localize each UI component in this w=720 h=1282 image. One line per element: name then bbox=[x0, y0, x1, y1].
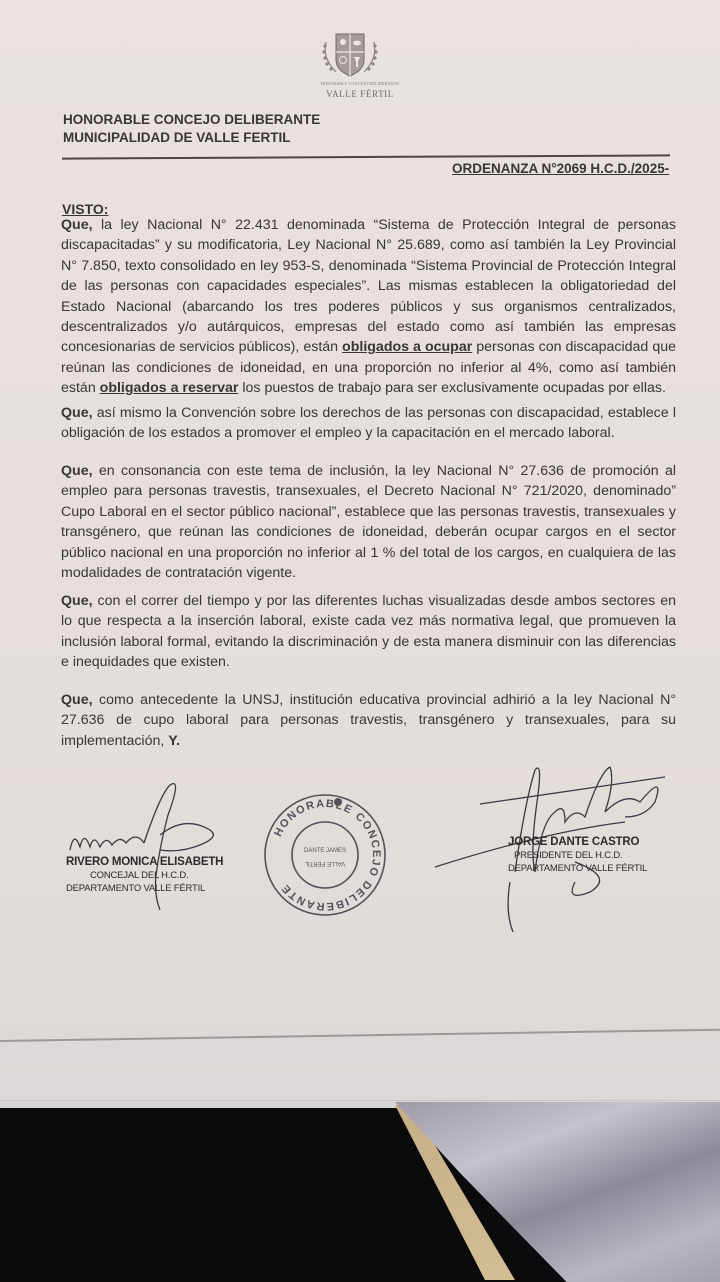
paragraph-2 bbox=[61, 403, 676, 444]
ordinance-number: ORDENANZA N°2069 H.C.D./2025- bbox=[452, 161, 670, 176]
paragraph-text: así mismo la Convención sobre los derechos de las personas con discapacidad, establece l obligación de los estados a promover el empleo y la capacitación en el mercado laboral. bbox=[61, 405, 676, 442]
seal-inner-line1: DANTE JAMES bbox=[303, 848, 347, 854]
seal-inner-line2: VALLE FERTIL bbox=[304, 860, 346, 866]
paragraph-text: con el correr del tiempo y por las diferentes luchas visualizadas desde ambos sectores en lo que respecta a la inserción laboral, existe cada vez más normativa legal, que promueven la inclusión laboral formal, evitando la discriminación y de esta manera disminuir con las diferencias e inequidades que existen. bbox=[61, 593, 676, 671]
svg-text:HONORABLE CONCEJO DELIBERANTE bbox=[272, 798, 382, 912]
emphasis-obligados-ocupar: obligados a ocupar bbox=[342, 339, 473, 356]
official-seal-stamp bbox=[260, 790, 390, 920]
crest-small-caption: HONORABLE CONCEJO DELIBERANTE bbox=[320, 81, 400, 86]
signature-block-left bbox=[66, 856, 223, 895]
signature-block-right bbox=[508, 836, 647, 875]
paragraph-tail: Y. bbox=[168, 732, 181, 749]
paragraph-1 bbox=[61, 215, 676, 399]
seal-ring-text: HONORABLE CONCEJO DELIBERANTE bbox=[272, 797, 383, 913]
paragraph-lead: Que, bbox=[61, 405, 93, 421]
paragraph-3 bbox=[61, 461, 676, 583]
emphasis-obligados-reservar: obligados a reservar bbox=[99, 380, 239, 397]
paragraph-text: como antecedente la UNSJ, institución educativa provincial adhirió a la ley Nacional N° 27.636 de cupo laboral para personas travestis, transgénero y transexuales, para su implementación, bbox=[61, 692, 676, 749]
signer-role: CONCEJAL DEL H.C.D. bbox=[90, 870, 189, 881]
paragraph-lead: Que, bbox=[61, 593, 93, 609]
municipality-name: MUNICIPALIDAD DE VALLE FERTIL bbox=[63, 130, 291, 145]
municipal-crest-logo bbox=[318, 30, 382, 80]
paragraph-text: la ley Nacional N° 22.431 denominada “Sistema de Protección Integral de personas discapacitadas” y su modificatoria, Ley Nacional N° 25.689, como así también la Ley Provincial N° 7.850, texto consolidado en ley 953-S, denominada “Sistema Provincial de Protección Integral de las personas con capacidades especiales”. Las mismas establecen la obligatoriedad del Estado Nacional (abarcando los tres poderes públicos y sus organismos centralizados, descentralizados y/o autárquicos, empresas del estado como así también las empresas concesionarias de servicios públicos), están bbox=[61, 217, 676, 356]
paragraph-text: personas con discapacidad que reúnan las condiciones de idoneidad, en una proporción no inferior al 4%, como así también están bbox=[61, 339, 676, 397]
section-heading-visto: VISTO: bbox=[62, 201, 109, 217]
signer-department: DEPARTAMENTO VALLE FÉRTIL bbox=[508, 863, 648, 874]
institution-name: HONORABLE CONCEJO DELIBERANTE bbox=[63, 112, 321, 127]
crest-caption: VALLE FÉRTIL bbox=[326, 89, 394, 99]
header-divider bbox=[62, 154, 670, 159]
paragraph-4 bbox=[61, 591, 676, 673]
paper-fold-line bbox=[0, 1029, 720, 1042]
signer-name: RIVERO MONICA ELISABETH bbox=[66, 856, 224, 868]
paragraph-lead: Que, bbox=[61, 217, 93, 233]
paragraph-5 bbox=[61, 690, 676, 751]
signer-role: PRESIDENTE DEL H.C.D. bbox=[514, 850, 623, 861]
paragraph-text: los puestos de trabajo para ser exclusivamente ocupadas por ellas. bbox=[238, 380, 666, 397]
paragraph-text: en consonancia con este tema de inclusión, la ley Nacional N° 27.636 de promoción al empleo para personas travestis, transexuales, el Decreto Nacional N° 721/2020, denominado” Cupo Laboral en el sector público nacional”, establece que las personas travestis, transexuales y transgénero, que reúnan las condiciones de idoneidad, deberán ocupar cargos en el sector público nacional en una proporción no inferior al 1 % del total de los cargos, en cualquiera de las modalidades de contratación vigente. bbox=[61, 463, 676, 582]
paragraph-lead: Que, bbox=[61, 692, 93, 708]
signer-department: DEPARTAMENTO VALLE FÉRTIL bbox=[66, 883, 206, 894]
signer-name: JORGE DANTE CASTRO bbox=[508, 836, 640, 848]
paragraph-lead: Que, bbox=[61, 463, 93, 479]
